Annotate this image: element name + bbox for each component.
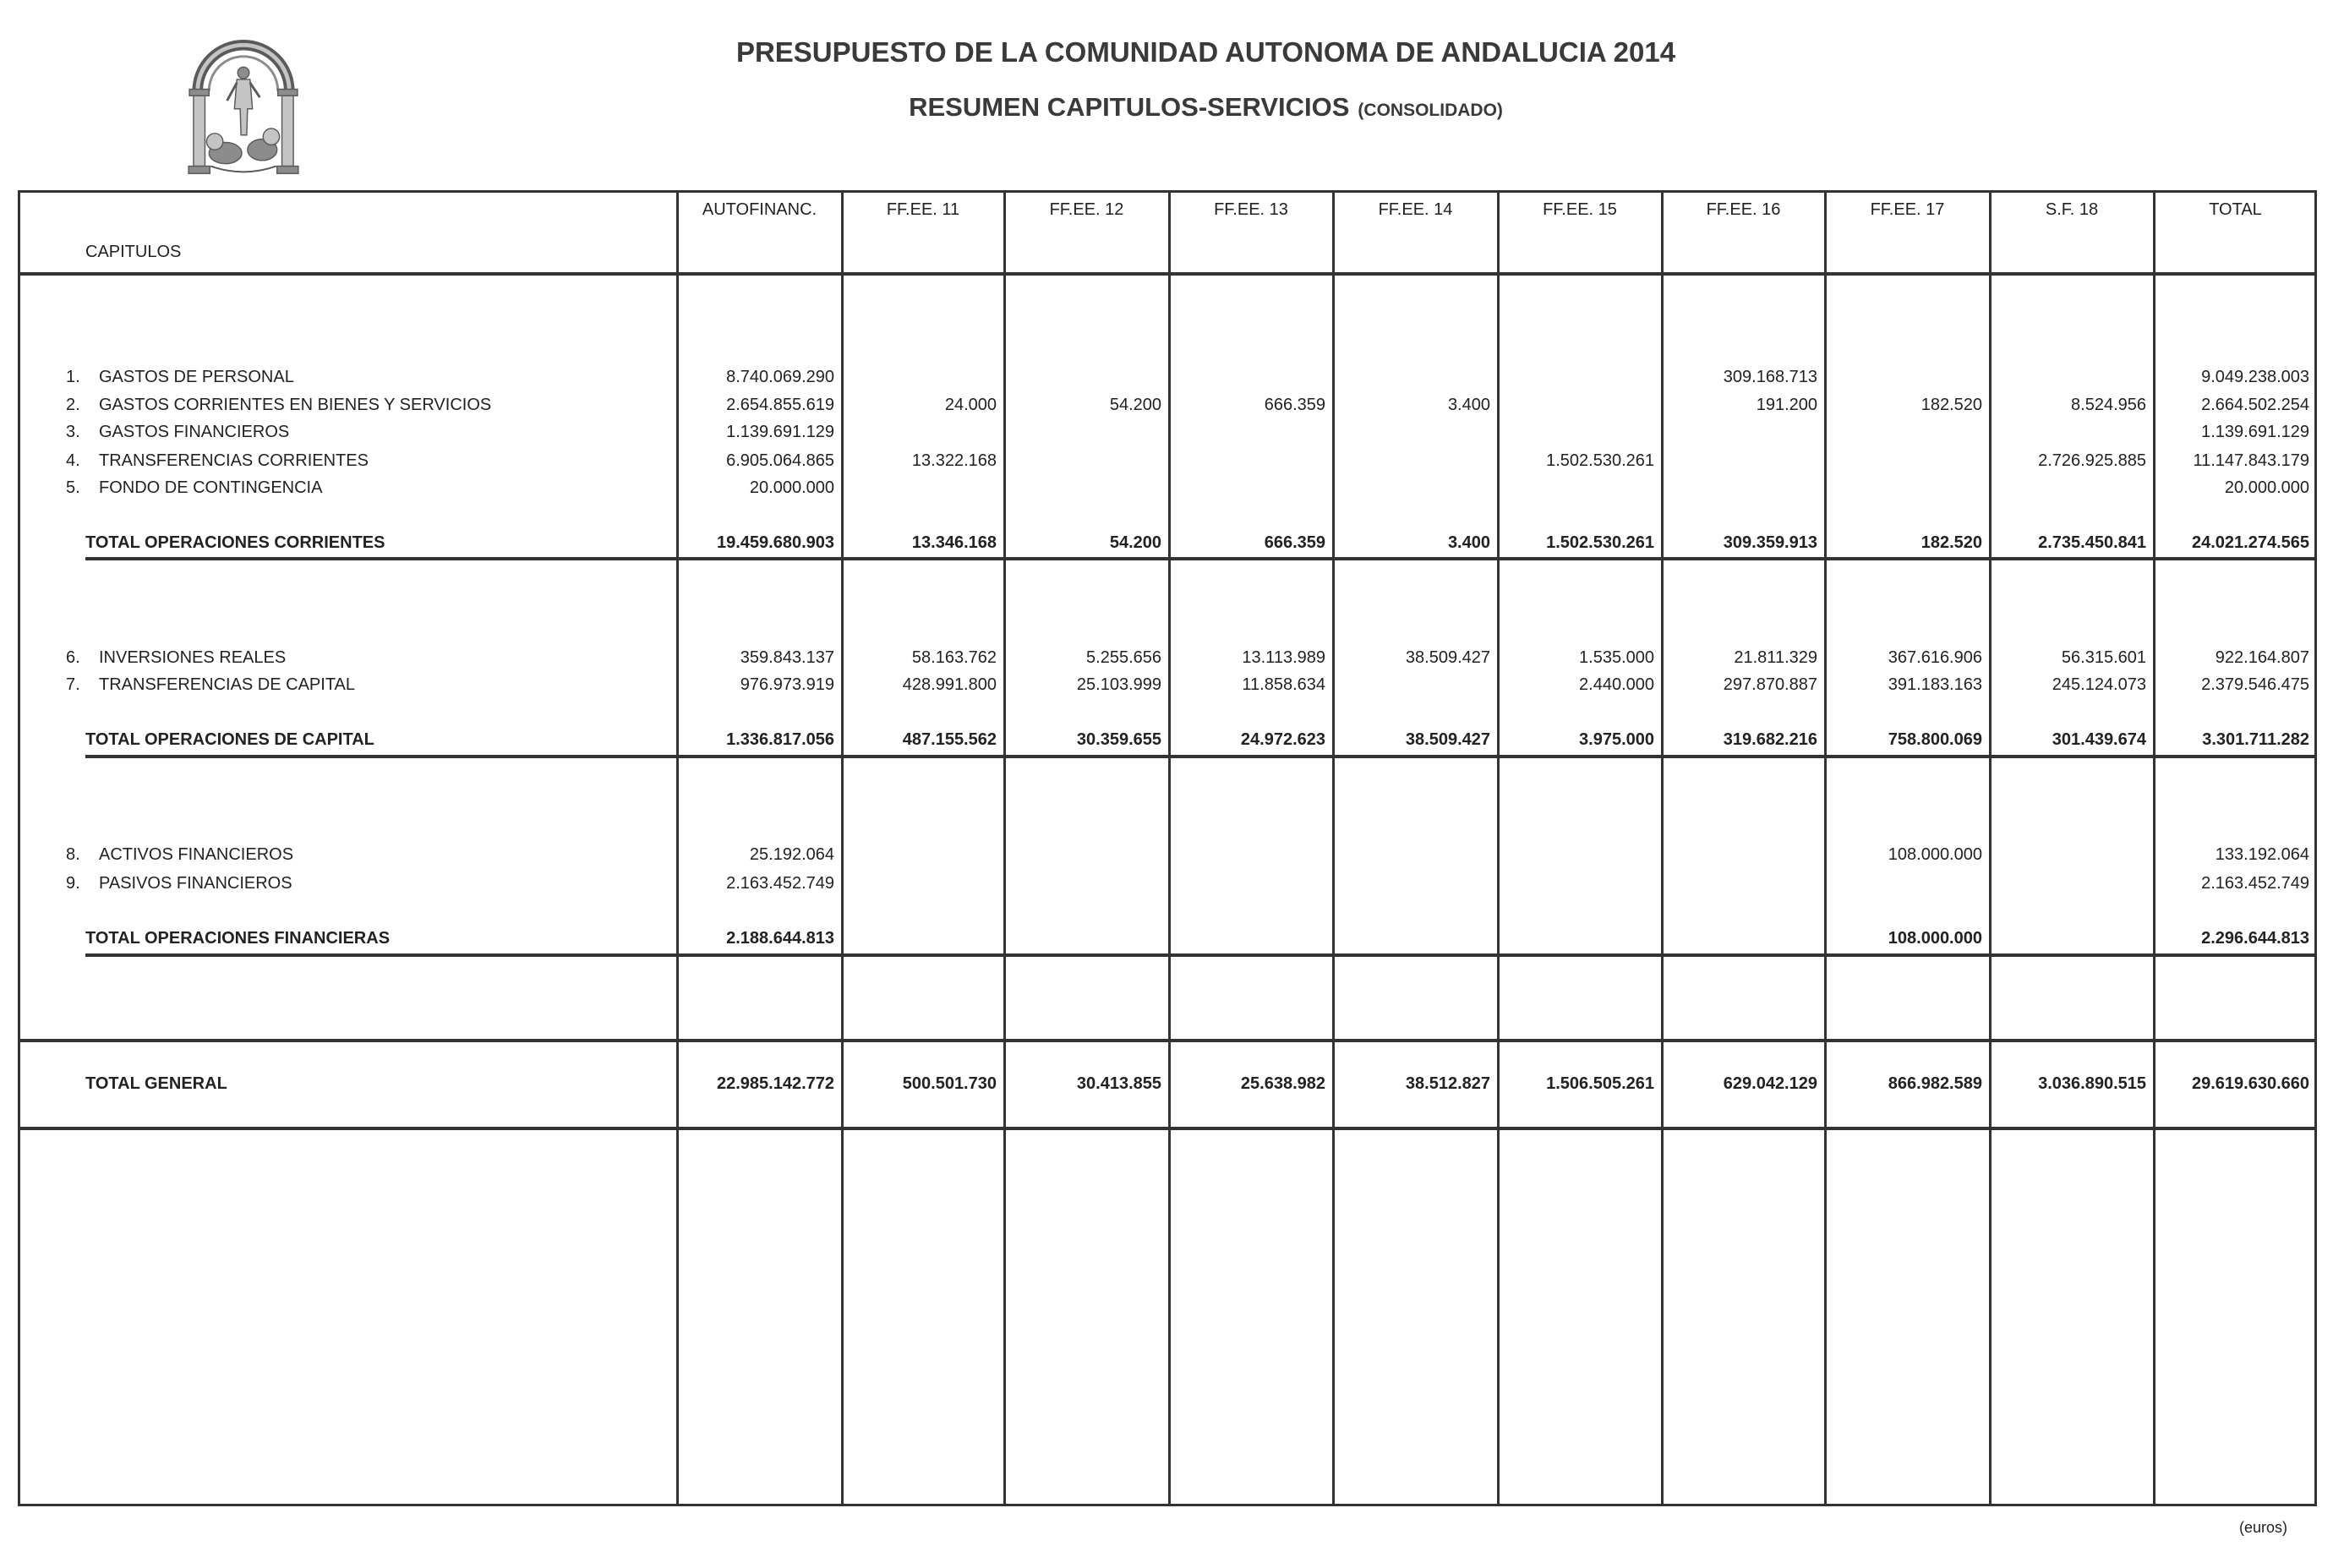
row-label: GASTOS CORRIENTES EN BIENES Y SERVICIOS bbox=[99, 396, 492, 414]
cell-ffee-17: 391.183.163 bbox=[1888, 675, 1982, 694]
row-label: INVERSIONES REALES bbox=[99, 648, 287, 667]
subtitle-note: (CONSOLIDADO) bbox=[1358, 101, 1503, 120]
row-number: 7. bbox=[66, 675, 80, 694]
row-label: GASTOS DE PERSONAL bbox=[99, 368, 294, 386]
cell-ffee-11: 500.501.730 bbox=[902, 1074, 997, 1093]
row-label: FONDO DE CONTINGENCIA bbox=[99, 478, 323, 497]
column-header-autofinanc: AUTOFINANC. bbox=[702, 200, 817, 219]
cell-ffee-12: 30.359.655 bbox=[1076, 730, 1161, 749]
cell-ffee-11: 13.346.168 bbox=[911, 533, 997, 552]
cell-sf-18: 3.036.890.515 bbox=[2038, 1074, 2146, 1093]
section-total-rule bbox=[85, 953, 2317, 957]
table-row bbox=[0, 419, 2344, 445]
section-total-label: TOTAL OPERACIONES FINANCIERAS bbox=[85, 929, 391, 948]
cell-autofinanc: 2.163.452.749 bbox=[726, 874, 834, 893]
cell-ffee-11: 24.000 bbox=[944, 396, 997, 414]
cell-ffee-15: 1.506.505.261 bbox=[1546, 1074, 1654, 1093]
cell-ffee-15: 1.502.530.261 bbox=[1546, 451, 1654, 470]
row-number: 4. bbox=[66, 451, 80, 470]
cell-ffee-17: 866.982.589 bbox=[1888, 1074, 1982, 1093]
subtitle-text: RESUMEN CAPITULOS-SERVICIOS bbox=[909, 92, 1350, 122]
cell-total: 2.163.452.749 bbox=[2201, 874, 2309, 893]
cell-ffee-14: 3.400 bbox=[1447, 396, 1490, 414]
cell-ffee-13: 25.638.982 bbox=[1240, 1074, 1325, 1093]
cell-sf-18: 2.735.450.841 bbox=[2038, 533, 2146, 552]
section-total-rule bbox=[85, 755, 2317, 758]
cell-ffee-13: 666.359 bbox=[1264, 396, 1325, 414]
units-note: (euros) bbox=[2238, 1519, 2287, 1536]
cell-ffee-15: 3.975.000 bbox=[1579, 730, 1654, 749]
cell-autofinanc: 19.459.680.903 bbox=[716, 533, 834, 552]
cell-ffee-12: 54.200 bbox=[1109, 396, 1161, 414]
cell-ffee-11: 58.163.762 bbox=[911, 648, 997, 667]
column-header-ffee-15: FF.EE. 15 bbox=[1543, 200, 1617, 219]
table-row bbox=[0, 392, 2344, 418]
cell-autofinanc: 976.973.919 bbox=[740, 675, 834, 694]
table-row bbox=[0, 871, 2344, 896]
grand-total-row bbox=[0, 1071, 2344, 1096]
cell-ffee-11: 13.322.168 bbox=[911, 451, 997, 470]
row-label: PASIVOS FINANCIEROS bbox=[99, 874, 292, 893]
cell-ffee-17: 367.616.906 bbox=[1888, 648, 1982, 667]
cell-autofinanc: 359.843.137 bbox=[740, 648, 834, 667]
grand-total-label: TOTAL GENERAL bbox=[85, 1074, 227, 1093]
cell-sf-18: 56.315.601 bbox=[2061, 648, 2146, 667]
row-label: TRANSFERENCIAS DE CAPITAL bbox=[99, 675, 356, 694]
cell-total: 2.664.502.254 bbox=[2201, 396, 2309, 414]
column-header-ffee-11: FF.EE. 11 bbox=[886, 200, 960, 219]
cell-autofinanc: 6.905.064.865 bbox=[726, 451, 834, 470]
cell-autofinanc: 2.188.644.813 bbox=[726, 929, 834, 948]
cell-ffee-11: 428.991.800 bbox=[902, 675, 997, 694]
section-total-row bbox=[0, 530, 2344, 555]
cell-ffee-17: 108.000.000 bbox=[1888, 929, 1982, 948]
cell-ffee-12: 30.413.855 bbox=[1076, 1074, 1161, 1093]
cell-ffee-12: 5.255.656 bbox=[1086, 648, 1161, 667]
row-number: 2. bbox=[66, 396, 80, 414]
section-total-row bbox=[0, 926, 2344, 951]
cell-total: 2.296.644.813 bbox=[2201, 929, 2309, 948]
column-header-ffee-17: FF.EE. 17 bbox=[1870, 200, 1945, 219]
section-total-rule bbox=[85, 557, 2317, 560]
cell-ffee-13: 666.359 bbox=[1264, 533, 1325, 552]
cell-autofinanc: 25.192.064 bbox=[749, 845, 834, 864]
cell-ffee-16: 309.359.913 bbox=[1723, 533, 1817, 552]
cell-ffee-16: 21.811.329 bbox=[1734, 648, 1817, 667]
cell-ffee-14: 38.509.427 bbox=[1405, 648, 1490, 667]
cell-ffee-16: 629.042.129 bbox=[1723, 1074, 1817, 1093]
cell-total: 20.000.000 bbox=[2224, 478, 2309, 497]
cell-sf-18: 8.524.956 bbox=[2071, 396, 2146, 414]
cell-ffee-11: 487.155.562 bbox=[902, 730, 997, 749]
cell-total: 9.049.238.003 bbox=[2201, 368, 2309, 386]
table-row bbox=[0, 448, 2344, 473]
cell-autofinanc: 8.740.069.290 bbox=[726, 368, 834, 386]
column-header-sf-18: S.F. 18 bbox=[2045, 200, 2099, 219]
table-row bbox=[0, 672, 2344, 697]
column-header-ffee-13: FF.EE. 13 bbox=[1214, 200, 1288, 219]
table-row bbox=[0, 475, 2344, 500]
row-label: TRANSFERENCIAS CORRIENTES bbox=[99, 451, 369, 470]
row-number: 3. bbox=[66, 423, 80, 441]
cell-ffee-14: 3.400 bbox=[1447, 533, 1490, 552]
table-row bbox=[0, 842, 2344, 867]
row-number: 6. bbox=[66, 648, 80, 667]
cell-ffee-17: 182.520 bbox=[1921, 533, 1982, 552]
cell-sf-18: 2.726.925.885 bbox=[2038, 451, 2146, 470]
row-number: 8. bbox=[66, 845, 80, 864]
page-title: PRESUPUESTO DE LA COMUNIDAD AUTONOMA DE ANDALUCIA 2014 bbox=[735, 36, 1676, 68]
grand-total-bottom-rule bbox=[18, 1127, 2317, 1130]
header-rule bbox=[18, 272, 2317, 276]
row-label: GASTOS FINANCIEROS bbox=[99, 423, 290, 441]
cell-ffee-17: 182.520 bbox=[1921, 396, 1982, 414]
cell-total: 2.379.546.475 bbox=[2201, 675, 2309, 694]
cell-ffee-15: 1.502.530.261 bbox=[1546, 533, 1654, 552]
cell-autofinanc: 20.000.000 bbox=[749, 478, 834, 497]
column-header-total: TOTAL bbox=[2209, 200, 2262, 219]
cell-ffee-15: 1.535.000 bbox=[1579, 648, 1654, 667]
section-total-row bbox=[0, 727, 2344, 752]
cell-ffee-13: 13.113.989 bbox=[1242, 648, 1325, 667]
cell-total: 133.192.064 bbox=[2215, 845, 2309, 864]
cell-total: 922.164.807 bbox=[2215, 648, 2309, 667]
cell-ffee-15: 2.440.000 bbox=[1579, 675, 1654, 694]
cell-sf-18: 245.124.073 bbox=[2052, 675, 2146, 694]
cell-total: 3.301.711.282 bbox=[2202, 730, 2309, 749]
cell-ffee-16: 297.870.887 bbox=[1723, 675, 1817, 694]
cell-total: 11.147.843.179 bbox=[2193, 451, 2309, 470]
cell-ffee-13: 11.858.634 bbox=[1242, 675, 1325, 694]
section-total-label: TOTAL OPERACIONES DE CAPITAL bbox=[85, 730, 374, 749]
row-header-label: CAPITULOS bbox=[85, 243, 182, 261]
cell-autofinanc: 1.139.691.129 bbox=[726, 423, 834, 441]
cell-total: 1.139.691.129 bbox=[2201, 423, 2309, 441]
column-header-ffee-12: FF.EE. 12 bbox=[1049, 200, 1124, 219]
cell-ffee-12: 54.200 bbox=[1109, 533, 1161, 552]
cell-ffee-16: 309.168.713 bbox=[1723, 368, 1817, 386]
cell-ffee-17: 108.000.000 bbox=[1888, 845, 1982, 864]
column-header-ffee-16: FF.EE. 16 bbox=[1706, 200, 1781, 219]
cell-autofinanc: 22.985.142.772 bbox=[716, 1074, 834, 1093]
page-subtitle bbox=[68, 91, 2344, 127]
cell-ffee-14: 38.509.427 bbox=[1405, 730, 1490, 749]
table-row bbox=[0, 364, 2344, 390]
cell-total: 29.619.630.660 bbox=[2191, 1074, 2309, 1093]
row-number: 1. bbox=[66, 368, 80, 386]
row-number: 5. bbox=[66, 478, 80, 497]
cell-ffee-13: 24.972.623 bbox=[1240, 730, 1325, 749]
table-row bbox=[0, 645, 2344, 670]
section-total-label: TOTAL OPERACIONES CORRIENTES bbox=[85, 533, 385, 552]
cell-autofinanc: 1.336.817.056 bbox=[726, 730, 834, 749]
cell-total: 24.021.274.565 bbox=[2191, 533, 2309, 552]
grand-total-top-rule bbox=[18, 1039, 2317, 1042]
cell-sf-18: 301.439.674 bbox=[2052, 730, 2146, 749]
cell-ffee-14: 38.512.827 bbox=[1405, 1074, 1490, 1093]
row-label: ACTIVOS FINANCIEROS bbox=[99, 845, 294, 864]
cell-ffee-16: 191.200 bbox=[1756, 396, 1817, 414]
cell-autofinanc: 2.654.855.619 bbox=[726, 396, 834, 414]
row-number: 9. bbox=[66, 874, 80, 893]
column-header-ffee-14: FF.EE. 14 bbox=[1378, 200, 1453, 219]
cell-ffee-16: 319.682.216 bbox=[1723, 730, 1817, 749]
cell-ffee-12: 25.103.999 bbox=[1076, 675, 1161, 694]
cell-ffee-17: 758.800.069 bbox=[1888, 730, 1982, 749]
